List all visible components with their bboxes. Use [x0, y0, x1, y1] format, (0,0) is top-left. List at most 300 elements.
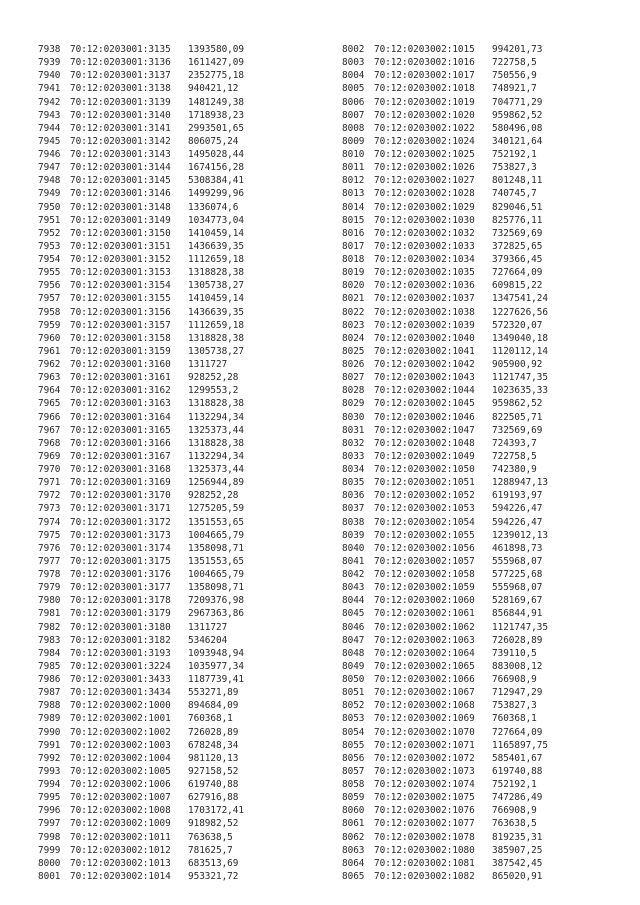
table-row: [38, 516, 298, 529]
cadastral-number: 70:12:0203002:1059: [374, 582, 475, 594]
cadastral-value: 959862,52: [492, 398, 543, 410]
cadastral-number: 70:12:0203002:1008: [70, 805, 171, 817]
table-row: [342, 489, 602, 502]
cadastral-value: 1275205,59: [188, 503, 244, 515]
cadastral-value: 1034773,04: [188, 214, 244, 226]
cadastral-number: 70:12:0203002:1001: [70, 713, 171, 725]
cadastral-value: 1311727: [188, 359, 228, 370]
table-row: [38, 542, 298, 555]
cadastral-value: 953321,72: [188, 870, 239, 882]
row-number: 8023: [342, 319, 365, 331]
table-row: [38, 201, 298, 214]
row-number: 8031: [342, 424, 365, 436]
row-number: 8016: [342, 227, 365, 239]
cadastral-number: 70:12:0203001:3148: [70, 201, 171, 213]
cadastral-number: 70:12:0203002:1018: [374, 83, 475, 95]
cadastral-number: 70:12:0203001:3178: [70, 595, 171, 607]
cadastral-value: 1165897,75: [492, 739, 548, 751]
cadastral-number: 70:12:0203001:3161: [70, 372, 171, 384]
cadastral-value: 894684,09: [188, 700, 239, 712]
table-row: [342, 817, 602, 830]
cadastral-number: 70:12:0203002:1030: [374, 214, 475, 226]
table-row: [38, 699, 298, 712]
cadastral-value: 766908,9: [492, 674, 537, 685]
cadastral-number: 70:12:0203002:1024: [374, 135, 475, 147]
cadastral-value: 742380,9: [492, 464, 537, 475]
row-number: 7943: [38, 109, 61, 121]
cadastral-value: 732569,69: [492, 424, 543, 436]
cadastral-number: 70:12:0203001:3156: [70, 306, 171, 318]
table-row: [342, 371, 602, 384]
table-row: [38, 187, 298, 200]
row-number: 7971: [38, 477, 61, 489]
table-row: [342, 450, 602, 463]
cadastral-number: 70:12:0203002:1082: [374, 870, 475, 882]
row-number: 8022: [342, 306, 365, 318]
row-number: 7946: [38, 149, 61, 160]
row-number: 8033: [342, 450, 365, 462]
cadastral-number: 70:12:0203001:3143: [70, 149, 171, 160]
cadastral-number: 70:12:0203002:1017: [374, 70, 475, 82]
row-number: 7969: [38, 450, 61, 462]
table-row: [38, 82, 298, 95]
row-number: 8000: [38, 857, 61, 869]
row-number: 8027: [342, 372, 365, 384]
cadastral-number: 70:12:0203002:1013: [70, 857, 171, 869]
cadastral-number: 70:12:0203002:1038: [374, 306, 475, 318]
table-row: [342, 660, 602, 673]
table-row: [38, 345, 298, 358]
table-row: [38, 161, 298, 174]
cadastral-number: 70:12:0203002:1034: [374, 254, 475, 265]
cadastral-number: 70:12:0203002:1002: [70, 726, 171, 738]
cadastral-value: 856844,91: [492, 608, 543, 620]
row-number: 8051: [342, 687, 365, 699]
cadastral-number: 70:12:0203002:1025: [374, 149, 475, 160]
table-row: [38, 660, 298, 673]
row-number: 8009: [342, 135, 365, 147]
cadastral-value: 1349040,18: [492, 332, 548, 344]
cadastral-value: 747286,49: [492, 792, 543, 804]
table-row: [38, 647, 298, 660]
table-row: [38, 332, 298, 345]
row-number: 8006: [342, 96, 365, 108]
cadastral-number: 70:12:0203002:1075: [374, 792, 475, 804]
row-number: 7950: [38, 201, 61, 213]
row-number: 8010: [342, 149, 365, 160]
row-number: 8053: [342, 713, 365, 725]
cadastral-value: 740745,7: [492, 188, 537, 200]
cadastral-value: 555968,07: [492, 555, 543, 567]
cadastral-value: 372825,65: [492, 240, 543, 252]
cadastral-number: 70:12:0203001:3193: [70, 647, 171, 659]
cadastral-value: 1121747,35: [492, 372, 548, 384]
cadastral-value: 1481249,38: [188, 96, 244, 108]
table-row: [38, 240, 298, 253]
cadastral-number: 70:12:0203002:1009: [70, 818, 171, 830]
table-row: [342, 279, 602, 292]
table-row: [342, 791, 602, 804]
cadastral-value: 1120112,14: [492, 345, 548, 357]
cadastral-number: 70:12:0203001:3149: [70, 214, 171, 226]
row-number: 8054: [342, 726, 365, 738]
row-number: 7991: [38, 739, 61, 751]
cadastral-number: 70:12:0203002:1006: [70, 779, 171, 790]
table-row: [342, 345, 602, 358]
cadastral-value: 753827,3: [492, 700, 537, 712]
table-row: [38, 673, 298, 686]
table-row: [342, 424, 602, 437]
row-number: 7964: [38, 385, 61, 397]
cadastral-number: 70:12:0203001:3154: [70, 280, 171, 292]
cadastral-number: 70:12:0203002:1039: [374, 319, 475, 331]
row-number: 8048: [342, 647, 365, 659]
cadastral-value: 572320,07: [492, 319, 543, 331]
cadastral-value: 528169,67: [492, 595, 543, 607]
row-number: 7940: [38, 70, 61, 82]
cadastral-number: 70:12:0203002:1063: [374, 634, 475, 646]
table-row: [38, 739, 298, 752]
table-row: [342, 411, 602, 424]
row-number: 8045: [342, 608, 365, 620]
cadastral-value: 1288947,13: [492, 477, 548, 489]
table-row: [342, 96, 602, 109]
cadastral-value: 766908,9: [492, 805, 537, 817]
row-number: 7959: [38, 319, 61, 331]
cadastral-value: 555968,07: [492, 582, 543, 594]
cadastral-value: 1611427,09: [188, 57, 244, 69]
cadastral-value: 683513,69: [188, 857, 239, 869]
row-number: 8029: [342, 398, 365, 410]
cadastral-value: 928252,28: [188, 490, 239, 502]
row-number: 8019: [342, 267, 365, 279]
cadastral-number: 70:12:0203001:3158: [70, 332, 171, 344]
cadastral-value: 865020,91: [492, 870, 543, 882]
cadastral-number: 70:12:0203001:3180: [70, 621, 171, 633]
cadastral-number: 70:12:0203002:1076: [374, 805, 475, 817]
table-row: [342, 831, 602, 844]
row-number: 8012: [342, 175, 365, 187]
cadastral-value: 594226,47: [492, 503, 543, 515]
cadastral-value: 619740,88: [492, 765, 543, 777]
row-number: 7975: [38, 529, 61, 541]
row-number: 8004: [342, 70, 365, 82]
table-row: [342, 332, 602, 345]
table-row: [342, 581, 602, 594]
cadastral-value: 940421,12: [188, 83, 239, 95]
cadastral-value: 1318828,38: [188, 267, 244, 279]
table-row: [38, 266, 298, 279]
cadastral-value: 1703172,41: [188, 805, 244, 817]
table-row: [342, 227, 602, 240]
table-row: [38, 502, 298, 515]
cadastral-value: 387542,45: [492, 857, 543, 869]
cadastral-value: 1436639,35: [188, 240, 244, 252]
cadastral-value: 927158,52: [188, 765, 239, 777]
row-number: 7958: [38, 306, 61, 318]
cadastral-value: 1393580,09: [188, 44, 244, 55]
table-row: [342, 148, 602, 161]
table-row: [342, 135, 602, 148]
table-row: [38, 607, 298, 620]
table-row: [38, 791, 298, 804]
cadastral-number: 70:12:0203002:1057: [374, 555, 475, 567]
row-number: 8028: [342, 385, 365, 397]
table-row: [38, 765, 298, 778]
table-row: [38, 686, 298, 699]
cadastral-number: 70:12:0203001:3175: [70, 555, 171, 567]
cadastral-number: 70:12:0203002:1019: [374, 96, 475, 108]
table-row: [342, 529, 602, 542]
cadastral-number: 70:12:0203001:3152: [70, 254, 171, 265]
cadastral-value: 928252,28: [188, 372, 239, 384]
cadastral-value: 609815,22: [492, 280, 543, 292]
cadastral-value: 1347541,24: [492, 293, 548, 305]
cadastral-value: 619740,88: [188, 779, 239, 790]
row-number: 8061: [342, 818, 365, 830]
right-column: [342, 43, 602, 883]
cadastral-number: 70:12:0203002:1015: [374, 44, 475, 55]
cadastral-value: 819235,31: [492, 831, 543, 843]
row-number: 8047: [342, 634, 365, 646]
cadastral-number: 70:12:0203001:3150: [70, 227, 171, 239]
cadastral-value: 726028,89: [492, 634, 543, 646]
cadastral-value: 1436639,35: [188, 306, 244, 318]
table-row: [342, 712, 602, 725]
cadastral-value: 722758,5: [492, 57, 537, 69]
row-number: 8041: [342, 555, 365, 567]
cadastral-value: 1358098,71: [188, 542, 244, 554]
cadastral-value: 1495028,44: [188, 149, 244, 160]
cadastral-number: 70:12:0203001:3135: [70, 44, 171, 55]
cadastral-number: 70:12:0203001:3169: [70, 477, 171, 489]
table-row: [38, 831, 298, 844]
cadastral-number: 70:12:0203002:1014: [70, 870, 171, 882]
table-row: [38, 109, 298, 122]
table-row: [342, 594, 602, 607]
cadastral-number: 70:12:0203002:1053: [374, 503, 475, 515]
row-number: 8034: [342, 464, 365, 475]
table-row: [342, 647, 602, 660]
row-number: 8026: [342, 359, 365, 370]
row-number: 7953: [38, 240, 61, 252]
cadastral-number: 70:12:0203001:3224: [70, 660, 171, 672]
table-row: [342, 437, 602, 450]
table-row: [38, 529, 298, 542]
table-row: [342, 69, 602, 82]
cadastral-number: 70:12:0203001:3176: [70, 569, 171, 580]
table-row: [342, 253, 602, 266]
cadastral-value: 594226,47: [492, 516, 543, 528]
table-row: [38, 384, 298, 397]
table-row: [38, 214, 298, 227]
row-number: 8060: [342, 805, 365, 817]
cadastral-value: 1035977,34: [188, 660, 244, 672]
row-number: 7983: [38, 634, 61, 646]
row-number: 8050: [342, 674, 365, 685]
row-number: 7985: [38, 660, 61, 672]
row-number: 7949: [38, 188, 61, 200]
cadastral-value: 752192,1: [492, 779, 537, 790]
table-row: [342, 292, 602, 305]
table-row: [342, 542, 602, 555]
table-row: [342, 870, 602, 883]
cadastral-value: 994201,73: [492, 44, 543, 55]
cadastral-value: 2352775,18: [188, 70, 244, 82]
cadastral-value: 1325373,44: [188, 464, 244, 475]
cadastral-value: 722758,5: [492, 450, 537, 462]
cadastral-number: 70:12:0203002:1012: [70, 844, 171, 856]
cadastral-number: 70:12:0203002:1046: [374, 411, 475, 423]
left-column: [38, 43, 298, 883]
table-row: [342, 857, 602, 870]
cadastral-value: 1299553,2: [188, 385, 239, 397]
cadastral-value: 5346204: [188, 634, 228, 646]
table-row: [38, 817, 298, 830]
cadastral-number: 70:12:0203002:1042: [374, 359, 475, 370]
table-row: [342, 397, 602, 410]
cadastral-number: 70:12:0203001:3173: [70, 529, 171, 541]
cadastral-number: 70:12:0203001:3151: [70, 240, 171, 252]
cadastral-number: 70:12:0203001:3153: [70, 267, 171, 279]
cadastral-number: 70:12:0203001:3157: [70, 319, 171, 331]
table-row: [38, 43, 298, 56]
cadastral-value: 727664,09: [492, 267, 543, 279]
row-number: 8058: [342, 779, 365, 790]
table-row: [342, 804, 602, 817]
table-row: [342, 187, 602, 200]
table-row: [38, 778, 298, 791]
cadastral-number: 70:12:0203001:3163: [70, 398, 171, 410]
row-number: 7981: [38, 608, 61, 620]
cadastral-number: 70:12:0203001:3144: [70, 162, 171, 174]
row-number: 8005: [342, 83, 365, 95]
table-row: [342, 686, 602, 699]
cadastral-value: 1351553,65: [188, 555, 244, 567]
cadastral-value: 5308384,41: [188, 175, 244, 187]
row-number: 7961: [38, 345, 61, 357]
cadastral-value: 739110,5: [492, 647, 537, 659]
row-number: 7990: [38, 726, 61, 738]
row-number: 8046: [342, 621, 365, 633]
row-number: 7941: [38, 83, 61, 95]
table-row: [342, 306, 602, 319]
table-row: [38, 804, 298, 817]
cadastral-number: 70:12:0203001:3137: [70, 70, 171, 82]
table-row: [342, 109, 602, 122]
cadastral-number: 70:12:0203001:3136: [70, 57, 171, 69]
row-number: 8001: [38, 870, 61, 882]
cadastral-value: 7209376,98: [188, 595, 244, 607]
table-row: [342, 384, 602, 397]
row-number: 7976: [38, 542, 61, 554]
cadastral-value: 1358098,71: [188, 582, 244, 594]
cadastral-number: 70:12:0203002:1028: [374, 188, 475, 200]
cadastral-number: 70:12:0203002:1061: [374, 608, 475, 620]
row-number: 8008: [342, 122, 365, 134]
row-number: 7963: [38, 372, 61, 384]
table-row: [38, 306, 298, 319]
table-row: [342, 319, 602, 332]
table-row: [38, 634, 298, 647]
cadastral-number: 70:12:0203001:3160: [70, 359, 171, 370]
cadastral-number: 70:12:0203002:1036: [374, 280, 475, 292]
cadastral-number: 70:12:0203002:1052: [374, 490, 475, 502]
cadastral-value: 763638,5: [188, 831, 233, 843]
table-row: [38, 437, 298, 450]
table-row: [38, 857, 298, 870]
row-number: 7987: [38, 687, 61, 699]
cadastral-number: 70:12:0203001:3145: [70, 175, 171, 187]
row-number: 7982: [38, 621, 61, 633]
cadastral-number: 70:12:0203002:1072: [374, 752, 475, 764]
row-number: 8042: [342, 569, 365, 580]
row-number: 8059: [342, 792, 365, 804]
cadastral-value: 385907,25: [492, 844, 543, 856]
cadastral-value: 1318828,38: [188, 398, 244, 410]
cadastral-number: 70:12:0203001:3146: [70, 188, 171, 200]
cadastral-number: 70:12:0203002:1049: [374, 450, 475, 462]
row-number: 8038: [342, 516, 365, 528]
table-row: [38, 476, 298, 489]
cadastral-value: 905900,92: [492, 359, 543, 370]
table-row: [342, 765, 602, 778]
table-row: [38, 726, 298, 739]
cadastral-value: 959862,52: [492, 109, 543, 121]
cadastral-value: 732569,69: [492, 227, 543, 239]
table-row: [342, 122, 602, 135]
cadastral-value: 577225,68: [492, 569, 543, 580]
row-number: 8032: [342, 437, 365, 449]
cadastral-value: 461898,73: [492, 542, 543, 554]
row-number: 7988: [38, 700, 61, 712]
row-number: 8020: [342, 280, 365, 292]
cadastral-value: 1187739,41: [188, 674, 244, 685]
cadastral-number: 70:12:0203002:1011: [70, 831, 171, 843]
table-row: [38, 56, 298, 69]
cadastral-value: 918982,52: [188, 818, 239, 830]
cadastral-value: 1004665,79: [188, 529, 244, 541]
cadastral-value: 1227626,56: [492, 306, 548, 318]
cadastral-number: 70:12:0203002:1069: [374, 713, 475, 725]
row-number: 7962: [38, 359, 61, 370]
table-row: [38, 424, 298, 437]
cadastral-value: 585401,67: [492, 752, 543, 764]
cadastral-number: 70:12:0203002:1022: [374, 122, 475, 134]
table-row: [342, 502, 602, 515]
table-row: [342, 476, 602, 489]
cadastral-value: 883008,12: [492, 660, 543, 672]
row-number: 7945: [38, 135, 61, 147]
cadastral-number: 70:12:0203002:1060: [374, 595, 475, 607]
row-number: 7986: [38, 674, 61, 685]
cadastral-value: 1410459,14: [188, 227, 244, 239]
table-row: [342, 161, 602, 174]
cadastral-number: 70:12:0203002:1071: [374, 739, 475, 751]
row-number: 8044: [342, 595, 365, 607]
table-row: [342, 240, 602, 253]
cadastral-number: 70:12:0203001:3177: [70, 582, 171, 594]
row-number: 7994: [38, 779, 61, 790]
row-number: 8013: [342, 188, 365, 200]
table-row: [38, 96, 298, 109]
table-row: [38, 752, 298, 765]
row-number: 7992: [38, 752, 61, 764]
row-number: 8002: [342, 44, 365, 55]
cadastral-value: 753827,3: [492, 162, 537, 174]
cadastral-value: 1132294,34: [188, 450, 244, 462]
row-number: 7952: [38, 227, 61, 239]
